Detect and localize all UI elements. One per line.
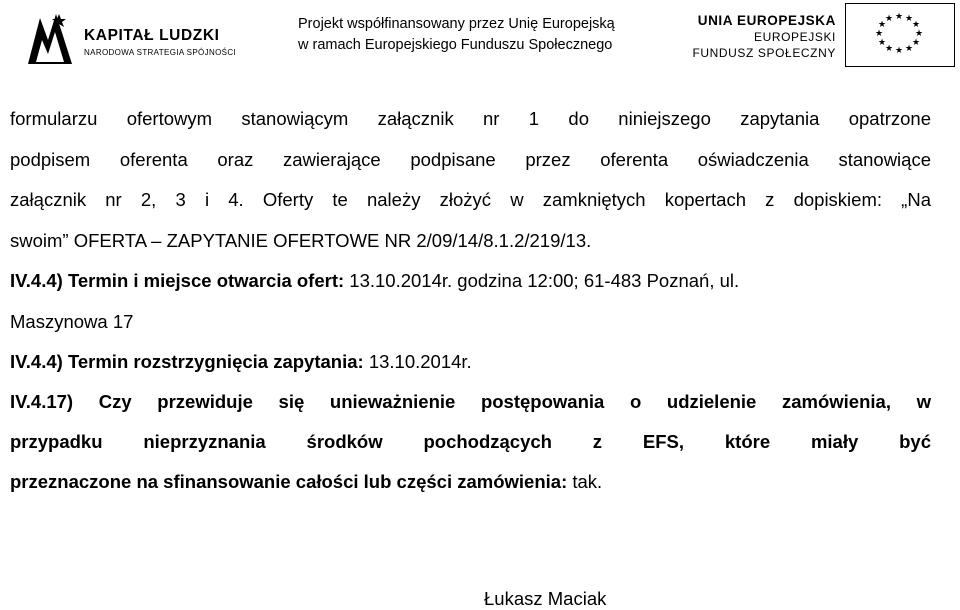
annulment-label-end: przeznaczone na sfinansowanie całości lub części zamówienia:	[10, 471, 568, 492]
project-line-2: w ramach Europejskiego Funduszu Społecznego	[298, 37, 613, 53]
opening-value-line-2: Maszynowa 17	[10, 311, 134, 332]
svg-text:★: ★	[904, 14, 914, 24]
kapital-ludzki-logo	[26, 10, 254, 66]
opening-label: IV.4.4) Termin i miejsce otwarcia ofert:	[10, 270, 345, 291]
eu-flag-stars-icon	[846, 4, 953, 65]
paragraph-line: załącznik nr 2, 3 i 4. Oferty te należy złożyć w zamkniętych kopertach z dopiskiem: „Na	[10, 189, 931, 210]
eu-line-1: UNIA EUROPEJSKA	[697, 13, 836, 28]
svg-text:★: ★	[877, 20, 887, 30]
logo-title: KAPITAŁ LUDZKI	[84, 27, 220, 44]
signature-name: Łukasz Maciak	[484, 588, 607, 609]
annulment-line: IV.4.17) Czy przewiduje się unieważnienie postępowania o udzielenie zamówienia, w	[10, 391, 931, 412]
project-caption	[298, 14, 615, 56]
svg-text:★: ★	[894, 46, 904, 56]
page-header	[0, 0, 960, 72]
kapital-ludzki-logo-icon	[26, 10, 74, 66]
eu-line-3: FUNDUSZ SPOŁECZNY	[692, 46, 836, 60]
logo-subtitle: NARODOWA STRATEGIA SPÓJNOŚCI	[84, 48, 237, 57]
paragraph-line: podpisem oferenta oraz zawierające podpisane przez oferenta oświadczenia stanowiące	[10, 149, 931, 170]
svg-text:★: ★	[911, 20, 921, 30]
svg-text:★: ★	[911, 38, 921, 48]
svg-text:★: ★	[884, 44, 894, 54]
opening-section	[10, 270, 931, 292]
svg-text:★: ★	[914, 29, 924, 39]
eu-logo-text	[676, 12, 836, 61]
svg-text:★: ★	[877, 38, 887, 48]
svg-text:★: ★	[904, 44, 914, 54]
decision-label: IV.4.4) Termin rozstrzygnięcia zapytania:	[10, 351, 364, 372]
paragraph-line: formularzu ofertowym stanowiącym załącznik nr 1 do niniejszego zapytania opatrzone	[10, 108, 931, 129]
annulment-line: przypadku nieprzyznania środków pochodzących z EFS, które miały być	[10, 431, 931, 452]
svg-text:★: ★	[874, 29, 884, 39]
annulment-value: tak.	[567, 471, 603, 492]
svg-text:★: ★	[894, 12, 904, 22]
eu-flag	[845, 3, 955, 67]
eu-line-2: EUROPEJSKI	[753, 30, 836, 44]
decision-section	[10, 351, 931, 373]
opening-value: 13.10.2014r. godzina 12:00; 61-483 Poznań, ul.	[344, 270, 740, 291]
paragraph-line: swoim” OFERTA – ZAPYTANIE OFERTOWE NR 2/09/14/8.1.2/219/13.	[10, 230, 592, 251]
decision-value: 13.10.2014r.	[363, 351, 472, 372]
project-line-1: Projekt współfinansowany przez Unię Europejską	[298, 16, 615, 32]
svg-text:★: ★	[884, 14, 894, 24]
annulment-last-line	[10, 471, 931, 493]
